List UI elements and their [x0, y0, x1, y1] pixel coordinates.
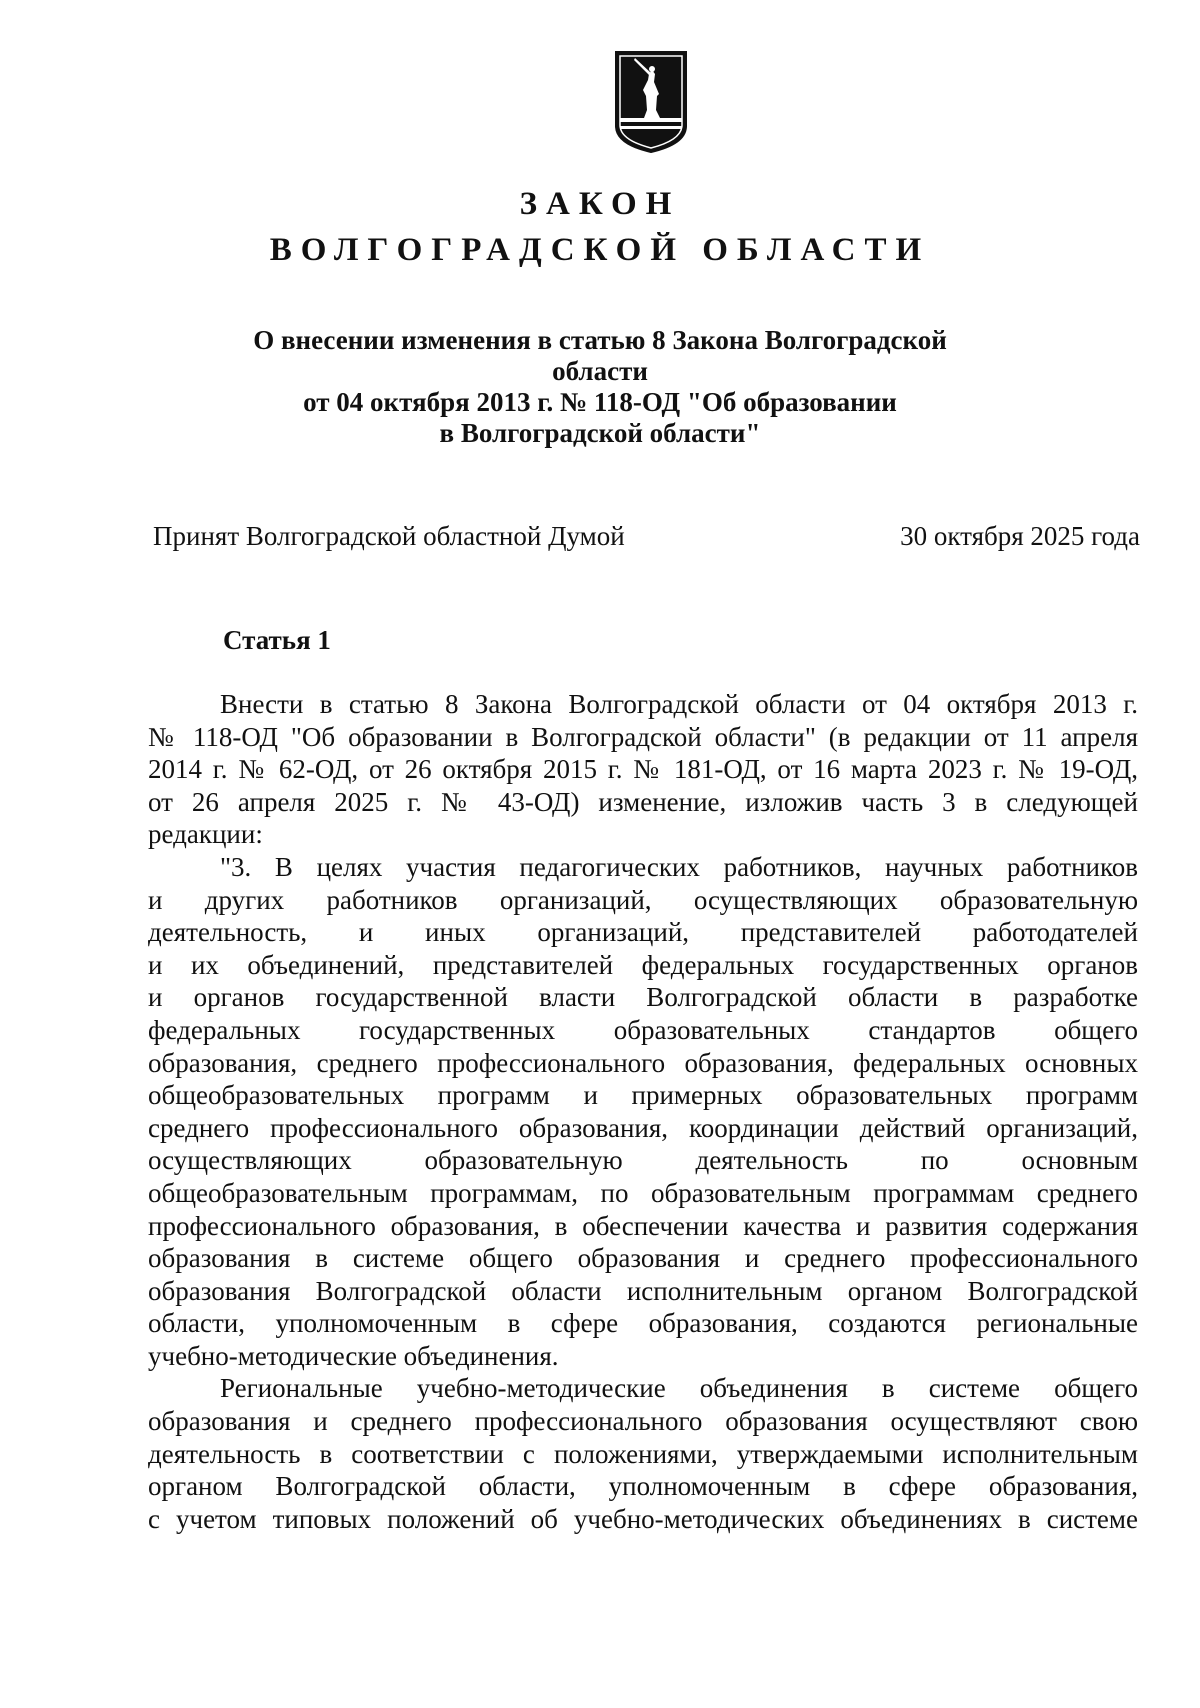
body-line: образования в системе общего образования и среднего профессионального [148, 1243, 1138, 1274]
adopted-by: Принят Волгоградской областной Думой [153, 521, 625, 551]
body-line: и органов государственной власти Волгоградской области в разработке [148, 982, 1138, 1013]
body-line: Региональные учебно-методические объединения в системе общего [220, 1373, 1138, 1404]
body-line: с учетом типовых положений об учебно-методических объединениях в системе [148, 1503, 1138, 1534]
body-line: органом Волгоградской области, уполномоченным в сфере образования, [148, 1471, 1138, 1502]
law-region-title: ВОЛГОГРАДСКОЙ ОБЛАСТИ [269, 232, 931, 268]
body-line: и их объединений, представителей федеральных государственных органов [148, 949, 1138, 980]
body-line: 2014 г. № 62-ОД, от 26 октября 2015 г. № 181-ОД, от 16 марта 2023 г. № 19-ОД, [148, 754, 1138, 785]
article-heading: Статья 1 [223, 625, 331, 655]
subject-line: в Волгоградской области" [439, 418, 761, 448]
body-line: общеобразовательных программ и примерных образовательных программ [148, 1080, 1138, 1111]
body-line: федеральных государственных образовательных стандартов общего [148, 1014, 1138, 1045]
subject-line: О внесении изменения в статью 8 Закона Волгоградской области [253, 325, 947, 386]
body-line: профессионального образования, в обеспечении качества и развития содержания [148, 1210, 1138, 1241]
body-line: образования Волгоградской области исполнительным органом Волгоградской [148, 1275, 1138, 1306]
body-line: образования, среднего профессионального образования, федеральных основных [148, 1047, 1138, 1078]
adoption-date: 30 октября 2025 года [900, 521, 1140, 551]
law-title: ЗАКОН [519, 186, 681, 222]
body-line: осуществляющих образовательную деятельность по основным [148, 1145, 1138, 1176]
body-line: среднего профессионального образования, координации действий организаций, [148, 1112, 1138, 1143]
body-line: Внести в статью 8 Закона Волгоградской области от 04 октября 2013 г. [220, 689, 1138, 719]
body-line: деятельность в соответствии с положениями, утверждаемыми исполнительным [148, 1438, 1138, 1469]
law-subject [220, 325, 980, 449]
body-line: деятельность, и иных организаций, представителей работодателей [148, 917, 1138, 948]
subject-line: от 04 октября 2013 г. № 118-ОД "Об образовании [303, 387, 897, 417]
body-line: "3. В целях участия педагогических работников, научных работников [220, 851, 1138, 882]
body-line: редакции: [148, 819, 263, 850]
body-line: № 118-ОД "Об образовании в Волгоградской области" (в редакции от 11 апреля [148, 721, 1138, 752]
body-line: и других работников организаций, осуществляющих образовательную [148, 884, 1138, 915]
article-body [148, 688, 1138, 1535]
coat-of-arms-icon [612, 48, 690, 154]
body-line: области, уполномоченным в сфере образования, создаются региональные [148, 1308, 1138, 1339]
body-line: от 26 апреля 2025 г. № 43-ОД) изменение, изложив часть 3 в следующей [148, 786, 1138, 817]
body-line: общеобразовательным программам, по образовательным программам среднего [148, 1177, 1138, 1208]
body-line: учебно-методические объединения. [148, 1340, 559, 1371]
body-line: образования и среднего профессионального образования осуществляют свою [148, 1406, 1138, 1437]
